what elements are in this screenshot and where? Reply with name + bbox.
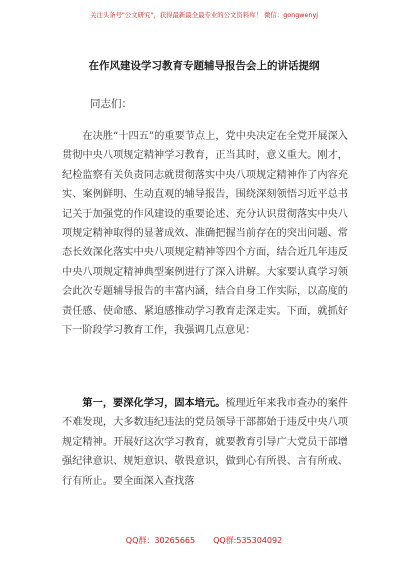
footer-qq-group-1: QQ群：30265665 [125, 536, 196, 545]
footer-qq-group-2: QQ群:535304092 [213, 536, 283, 545]
paragraph-2-text: 梳理近年来我市查办的案件不难发现，大多数违纪违法的党员领导干部都始于违反中央八项规定精神。开展好这次学习教育，就要教育引导广大党员干部增强纪律意识、规矩意识、敬畏意识，做到心有所畏、言有所戒、行有所止。要全面深入查找落 [62, 398, 349, 487]
paragraph-1: 在决胜“十四五”的重要节点上，党中央决定在全党开展深入贯彻中央八项规定精神学习教育，正当其时，意义重大。刚才，纪检监察有关负责同志就贯彻落实中央八项规定精神作了内容充实、案例鲜明、生动直观的辅导报告，围绕深刻领悟习近平总书记关于加强党的作风建设的重要论述、充分认识贯彻落实中央八项规定精神取得的显著成效、准确把握当前存在的突出问题、常态长效深化落实中央八项规定精神等四个方面，结合近几年违反中央八项规定精神典型案例进行了深入讲解。大家要认真学习领会此次专题辅导报告的丰富内涵，结合自身工作实际，以高度的责任感、使命感、紧迫感推动学习教育走深走实。下面，就抓好下一阶段学习教育工作，我强调几点意见： [62, 131, 348, 337]
paragraph-2-lead: 第一，要深化学习，固本培元。 [82, 397, 226, 409]
header-banner: 关注头条号"公文研究"，获得最新最全最专业的公文资料库！ 微信：gongwenyj [89, 11, 319, 19]
footer-contacts [0, 535, 408, 546]
document-title: 在作风建设学习教育专题辅导报告会上的讲话提纲 [88, 60, 320, 72]
greeting: 同志们： [90, 98, 132, 110]
paragraph-2 [62, 394, 348, 491]
